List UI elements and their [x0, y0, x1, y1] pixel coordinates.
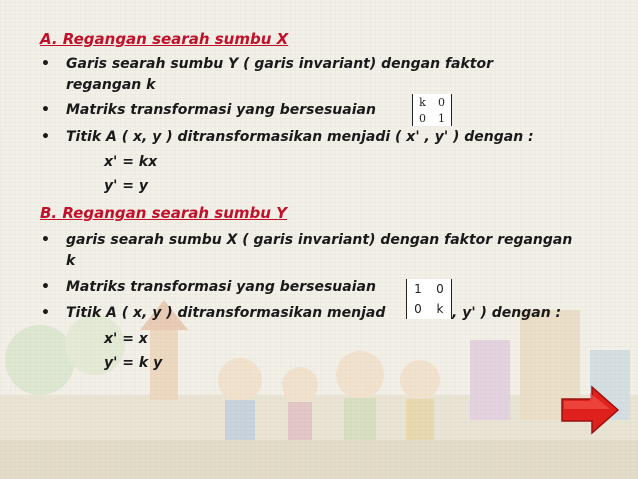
matrix-cell: 1 [438, 111, 445, 125]
section-b-bullet2: Matriks transformasi yang bersesuaian [66, 279, 376, 295]
matrix-cell: 0 [414, 302, 422, 316]
matrix-cell: 1 [414, 282, 422, 296]
section-b-bullet3-part1: Titik A ( x, y ) ditransformasikan menjad [66, 305, 386, 321]
section-b-bullet1-line1: garis searah sumbu X ( garis invariant) dengan faktor regangan [66, 232, 573, 248]
bullet: • [41, 279, 50, 295]
section-a-eq2: y' = y [104, 178, 149, 194]
bullet: • [41, 232, 50, 248]
bullet: • [41, 305, 50, 321]
section-b-bullet1-line2: k [66, 253, 76, 269]
bullet: • [41, 129, 50, 145]
section-b-eq2: y' = k y [104, 355, 163, 371]
matrix-cell: 0 [438, 95, 445, 109]
section-b-eq1: x' = x [104, 331, 148, 347]
matrix-cell: 0 [419, 111, 426, 125]
section-a-bullet1-line1: Garis searah sumbu Y ( garis invariant) dengan faktor [66, 56, 494, 72]
section-b-title: B. Regangan searah sumbu Y [40, 204, 288, 222]
section-a-bullet1-line2: regangan k [66, 77, 156, 93]
matrix-cell: k [419, 95, 426, 109]
section-b-matrix [406, 279, 452, 319]
bullet: • [41, 102, 50, 118]
matrix-cell: k [436, 302, 444, 316]
section-a-title: A. Regangan searah sumbu X [40, 30, 289, 48]
section-a-bullet3: Titik A ( x, y ) ditransformasikan menjadi ( x' , y' ) dengan : [66, 129, 534, 145]
matrix-cell: 0 [436, 282, 444, 296]
section-a-bullet2: Matriks transformasi yang bersesuaian [66, 102, 376, 118]
right-arrow-icon[interactable] [560, 385, 620, 435]
bullet: • [41, 56, 50, 72]
section-a-eq1: x' = kx [104, 154, 158, 170]
section-b-bullet3-part2: , y' ) dengan : [452, 305, 562, 321]
section-a-matrix [412, 94, 452, 126]
